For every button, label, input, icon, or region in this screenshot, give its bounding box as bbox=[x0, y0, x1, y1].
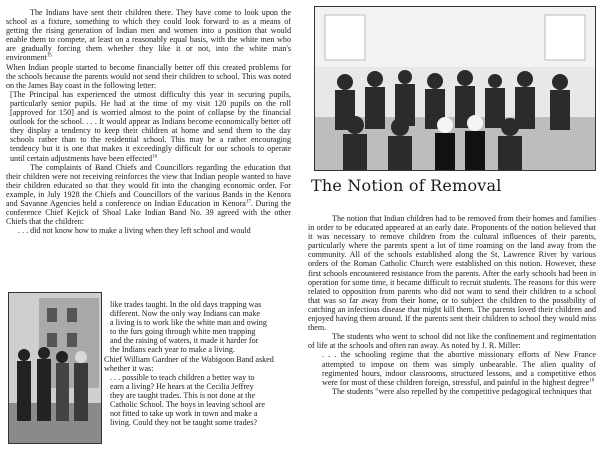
photo-graphic bbox=[9, 293, 101, 443]
quote-line: a living is to work like the white man and owing bbox=[110, 318, 267, 328]
block-quote-start: . . . did not know how to make a living when they left school and would bbox=[18, 226, 251, 236]
quote-line: living. Could they not be taught some trades? bbox=[110, 418, 258, 428]
quote-line: not fitted to take up work in town and make a bbox=[110, 409, 258, 419]
paragraph: The students "were also repelled by the competitive pedagogical techniques that bbox=[332, 386, 592, 396]
section-heading: The Notion of Removal bbox=[311, 176, 502, 195]
paragraph: When Indian people started to become financially better off this created problems for the schools because the parents would not send their children to school. This was noted on the James Bay coast in the following letter: bbox=[6, 62, 291, 90]
paragraph-line: Chief William Gardner of the Wabigoon Band asked bbox=[104, 354, 274, 364]
quote-line: they are taught trades. This is not done at the bbox=[110, 390, 256, 400]
quote-line: the Indians each year to make a living. bbox=[110, 345, 235, 355]
paragraph-text: The Indians have sent their children there. They have come to look upon the school as a fixture, something to which they could look forward to as a means of getting the rising generation of Indian men and women into a position that would enable them to compete, at least on a reasonably equal basis, with the white men who are gradually forcing them whether they like it or not, into the white man's environment bbox=[6, 8, 291, 63]
quote-line: and the raising of waters, it made it harder for bbox=[110, 336, 259, 346]
footnote-ref: 18 bbox=[589, 378, 595, 383]
wrapped-text-block bbox=[104, 300, 290, 428]
paragraph bbox=[6, 8, 291, 63]
quote-line: to the furs going through white men trapping bbox=[110, 327, 256, 337]
quote-text: [The Principal has experienced the utmost difficulty this year in securing pupils, particularly senior pupils. He had at the time of my visit 120 pupils on the roll [approved for 150] and is worried almost to the point of collapse by the financial outlook for the school. . . . It would appear as Indians become economically better off they display a tendency to keep their children at home and send them to the day schools rather than to the residential school. This may be a rather encouraging tendency but it is one that makes it exceedingly difficult for our schools to operate until certain adjustments have been effected bbox=[10, 89, 291, 163]
paragraph-text: . During the conference Chief Kejick of Shoal Lake Indian Band No. 39 agreed with the other Chiefs that the children: bbox=[6, 198, 291, 227]
quote-text: . . . the schooling regime that the abortive missionary efforts of New France attempted to impose on them was simply unbearable. The alien quality of regimented hours, indoor classrooms, structured lessons, and a competitive ethos were for most of these children foreign, stressful, and painful in the highest degree bbox=[322, 350, 596, 387]
photo-graphic bbox=[315, 7, 595, 170]
footnote-ref: 17 bbox=[245, 199, 251, 205]
right-column bbox=[308, 214, 596, 396]
paragraph: The notion that Indian children had to be removed from their homes and families in order to be educated appeared at an early date. Proponents of the notion believed that it was necessary to remove children from the cultural influences of their parents, particularly where the parents spent a lot of time roaming on the land away from the community. All of the schools established along the St. Lawrence River by various orders of the Roman Catholic Church were established on this notion. However, these first schools encountered resistance from the parents. After the early schools had been in operation for some time, it became difficult to recruit students. The reasons for this were related to opposition from parents who did not want to send their children to a school that was so far away from their home, or to subject the children to the possibility of catching an infectious disease that might kill them. The parents loved their children and enjoyed having them around. If the parents sent their children to school they would miss them. bbox=[308, 214, 596, 333]
quote-line: . . . possible to teach children a better way to bbox=[110, 372, 255, 382]
block-quote bbox=[10, 90, 291, 163]
paragraph-text: The complaints of Band Chiefs and Councillors regarding the education that their children were not receiving reinforces the view that Indian people wanted to have their children educated so that they would fit into the changing economic order. For example, in July 1928 the Chiefs and Councillors of the various Bands in the Kenora and Savanne Agencies held a conference on Indian Education in Kenora bbox=[6, 162, 291, 208]
quote-line: different. Now the only way Indians can make bbox=[110, 309, 260, 319]
paragraph: The students who went to school did not like the confinement and regimentation of life at the schools and often ran away. As noted by J. R. Miller: bbox=[308, 332, 596, 351]
quote-line: earn a living? He hears at the Cecilia Jeffrey bbox=[110, 381, 254, 391]
quote-line: Catholic School. The boys in leaving school are bbox=[110, 400, 265, 410]
footnote-ref: 15 bbox=[46, 53, 52, 59]
paragraph-line: whether it was: bbox=[104, 363, 154, 373]
footnote-ref: 16 bbox=[152, 153, 158, 159]
photo-classroom bbox=[314, 6, 596, 171]
block-quote bbox=[322, 350, 596, 386]
photo-people-outside-building bbox=[8, 292, 102, 444]
paragraph bbox=[6, 163, 291, 227]
quote-line: like trades taught. In the old days trapping was bbox=[110, 300, 262, 309]
left-column bbox=[6, 8, 291, 235]
